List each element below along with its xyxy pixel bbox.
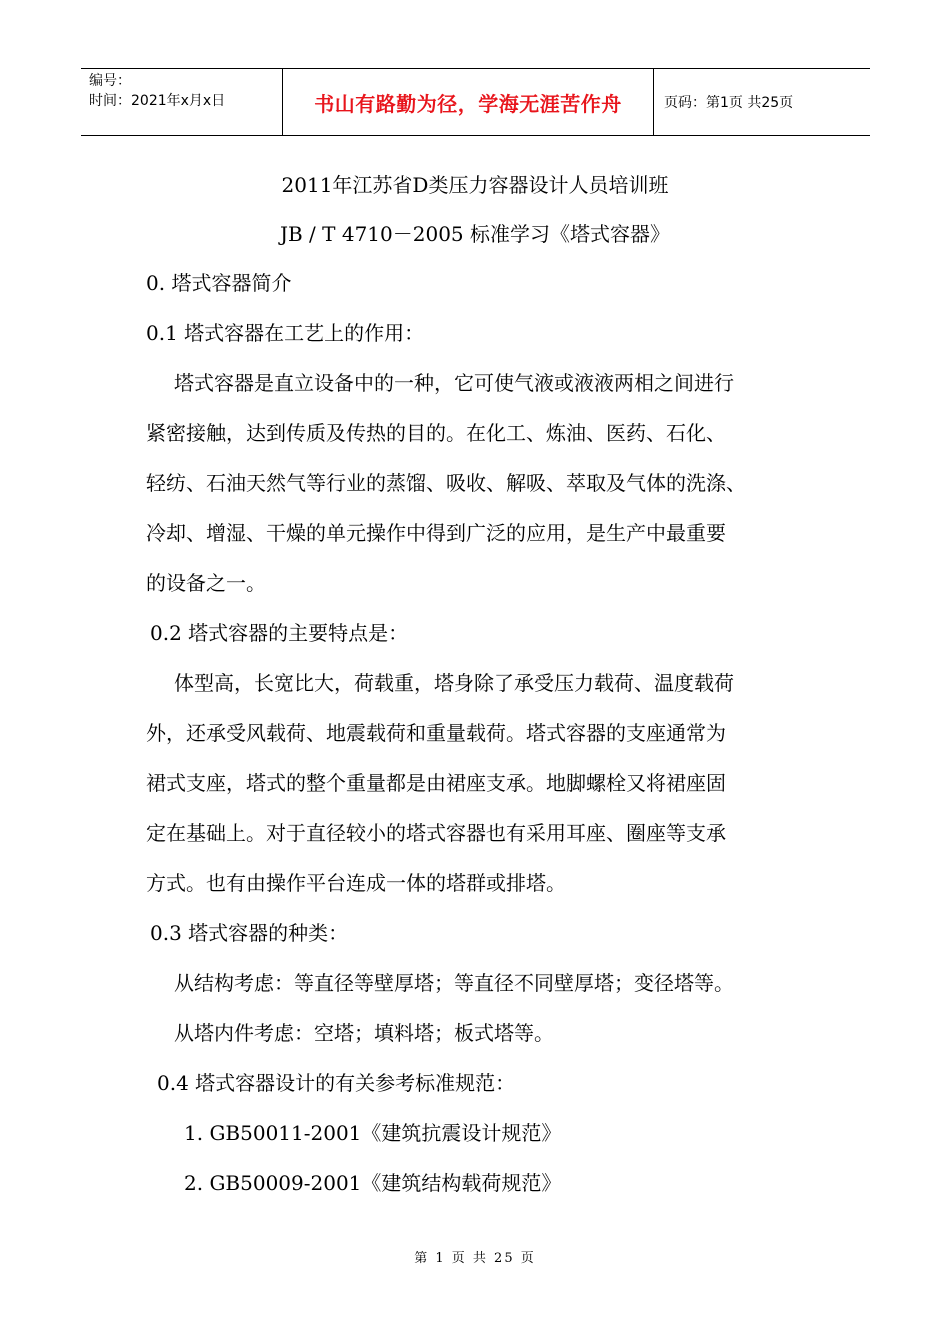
paragraph-line: 外，还承受风载荷、地震载荷和重量载荷。塔式容器的支座通常为 — [146, 721, 726, 745]
page-footer: 第 1 页 共 25 页 — [414, 1251, 536, 1266]
paragraph-line: 轻纺、石油天然气等行业的蒸馏、吸收、解吸、萃取及气体的洗涤、 — [146, 471, 746, 495]
list-item: 2. GB50009-2001《建筑结构载荷规范》 — [184, 1171, 562, 1195]
header-slogan-cell — [282, 69, 654, 135]
section-heading-0-1: 0.1 塔式容器在工艺上的作用： — [146, 321, 425, 345]
paragraph-line: 紧密接触，达到传质及传热的目的。在化工、炼油、医药、石化、 — [146, 421, 726, 445]
header-table — [81, 68, 870, 136]
section-heading-0-3: 0.3 塔式容器的种类： — [150, 921, 349, 945]
list-item: 1. GB50011-2001《建筑抗震设计规范》 — [184, 1121, 562, 1145]
header-slogan: 书山有路勤为径，学海无涯苦作舟 — [314, 91, 622, 116]
header-page-cell — [654, 69, 870, 135]
paragraph-line: 的设备之一。 — [146, 571, 266, 595]
paragraph-line: 体型高，长宽比大，荷载重，塔身除了承受压力载荷、温度载荷 — [174, 671, 734, 695]
paragraph-line: 裙式支座，塔式的整个重量都是由裙座支承。地脚螺栓又将裙座固 — [146, 771, 726, 795]
document-time-label: 时间：2021年x月x日 — [89, 93, 226, 109]
paragraph-line: 从塔内件考虑：空塔；填料塔；板式塔等。 — [174, 1021, 554, 1045]
document-number-label: 编号： — [89, 73, 131, 89]
paragraph-line: 塔式容器是直立设备中的一种，它可使气液或液液两相之间进行 — [174, 371, 734, 395]
paragraph-line: 定在基础上。对于直径较小的塔式容器也有采用耳座、圈座等支承 — [146, 821, 726, 845]
section-heading-0-2: 0.2 塔式容器的主要特点是： — [150, 621, 409, 645]
paragraph-line: 从结构考虑：等直径等壁厚塔；等直径不同壁厚塔；变径塔等。 — [174, 971, 734, 995]
document-title: 2011年江苏省D类压力容器设计人员培训班 — [281, 173, 669, 197]
header-page-info: 页码：第1页 共25页 — [664, 95, 794, 111]
document-subtitle: JB / T 4710－2005 标准学习《塔式容器》 — [279, 222, 671, 246]
paragraph-line: 冷却、增湿、干燥的单元操作中得到广泛的应用，是生产中最重要 — [146, 521, 726, 545]
header-left-cell — [81, 69, 282, 135]
paragraph-line: 方式。也有由操作平台连成一体的塔群或排塔。 — [146, 871, 566, 895]
section-heading-0: 0. 塔式容器简介 — [146, 271, 292, 295]
section-heading-0-4: 0.4 塔式容器设计的有关参考标准规范： — [157, 1071, 516, 1095]
